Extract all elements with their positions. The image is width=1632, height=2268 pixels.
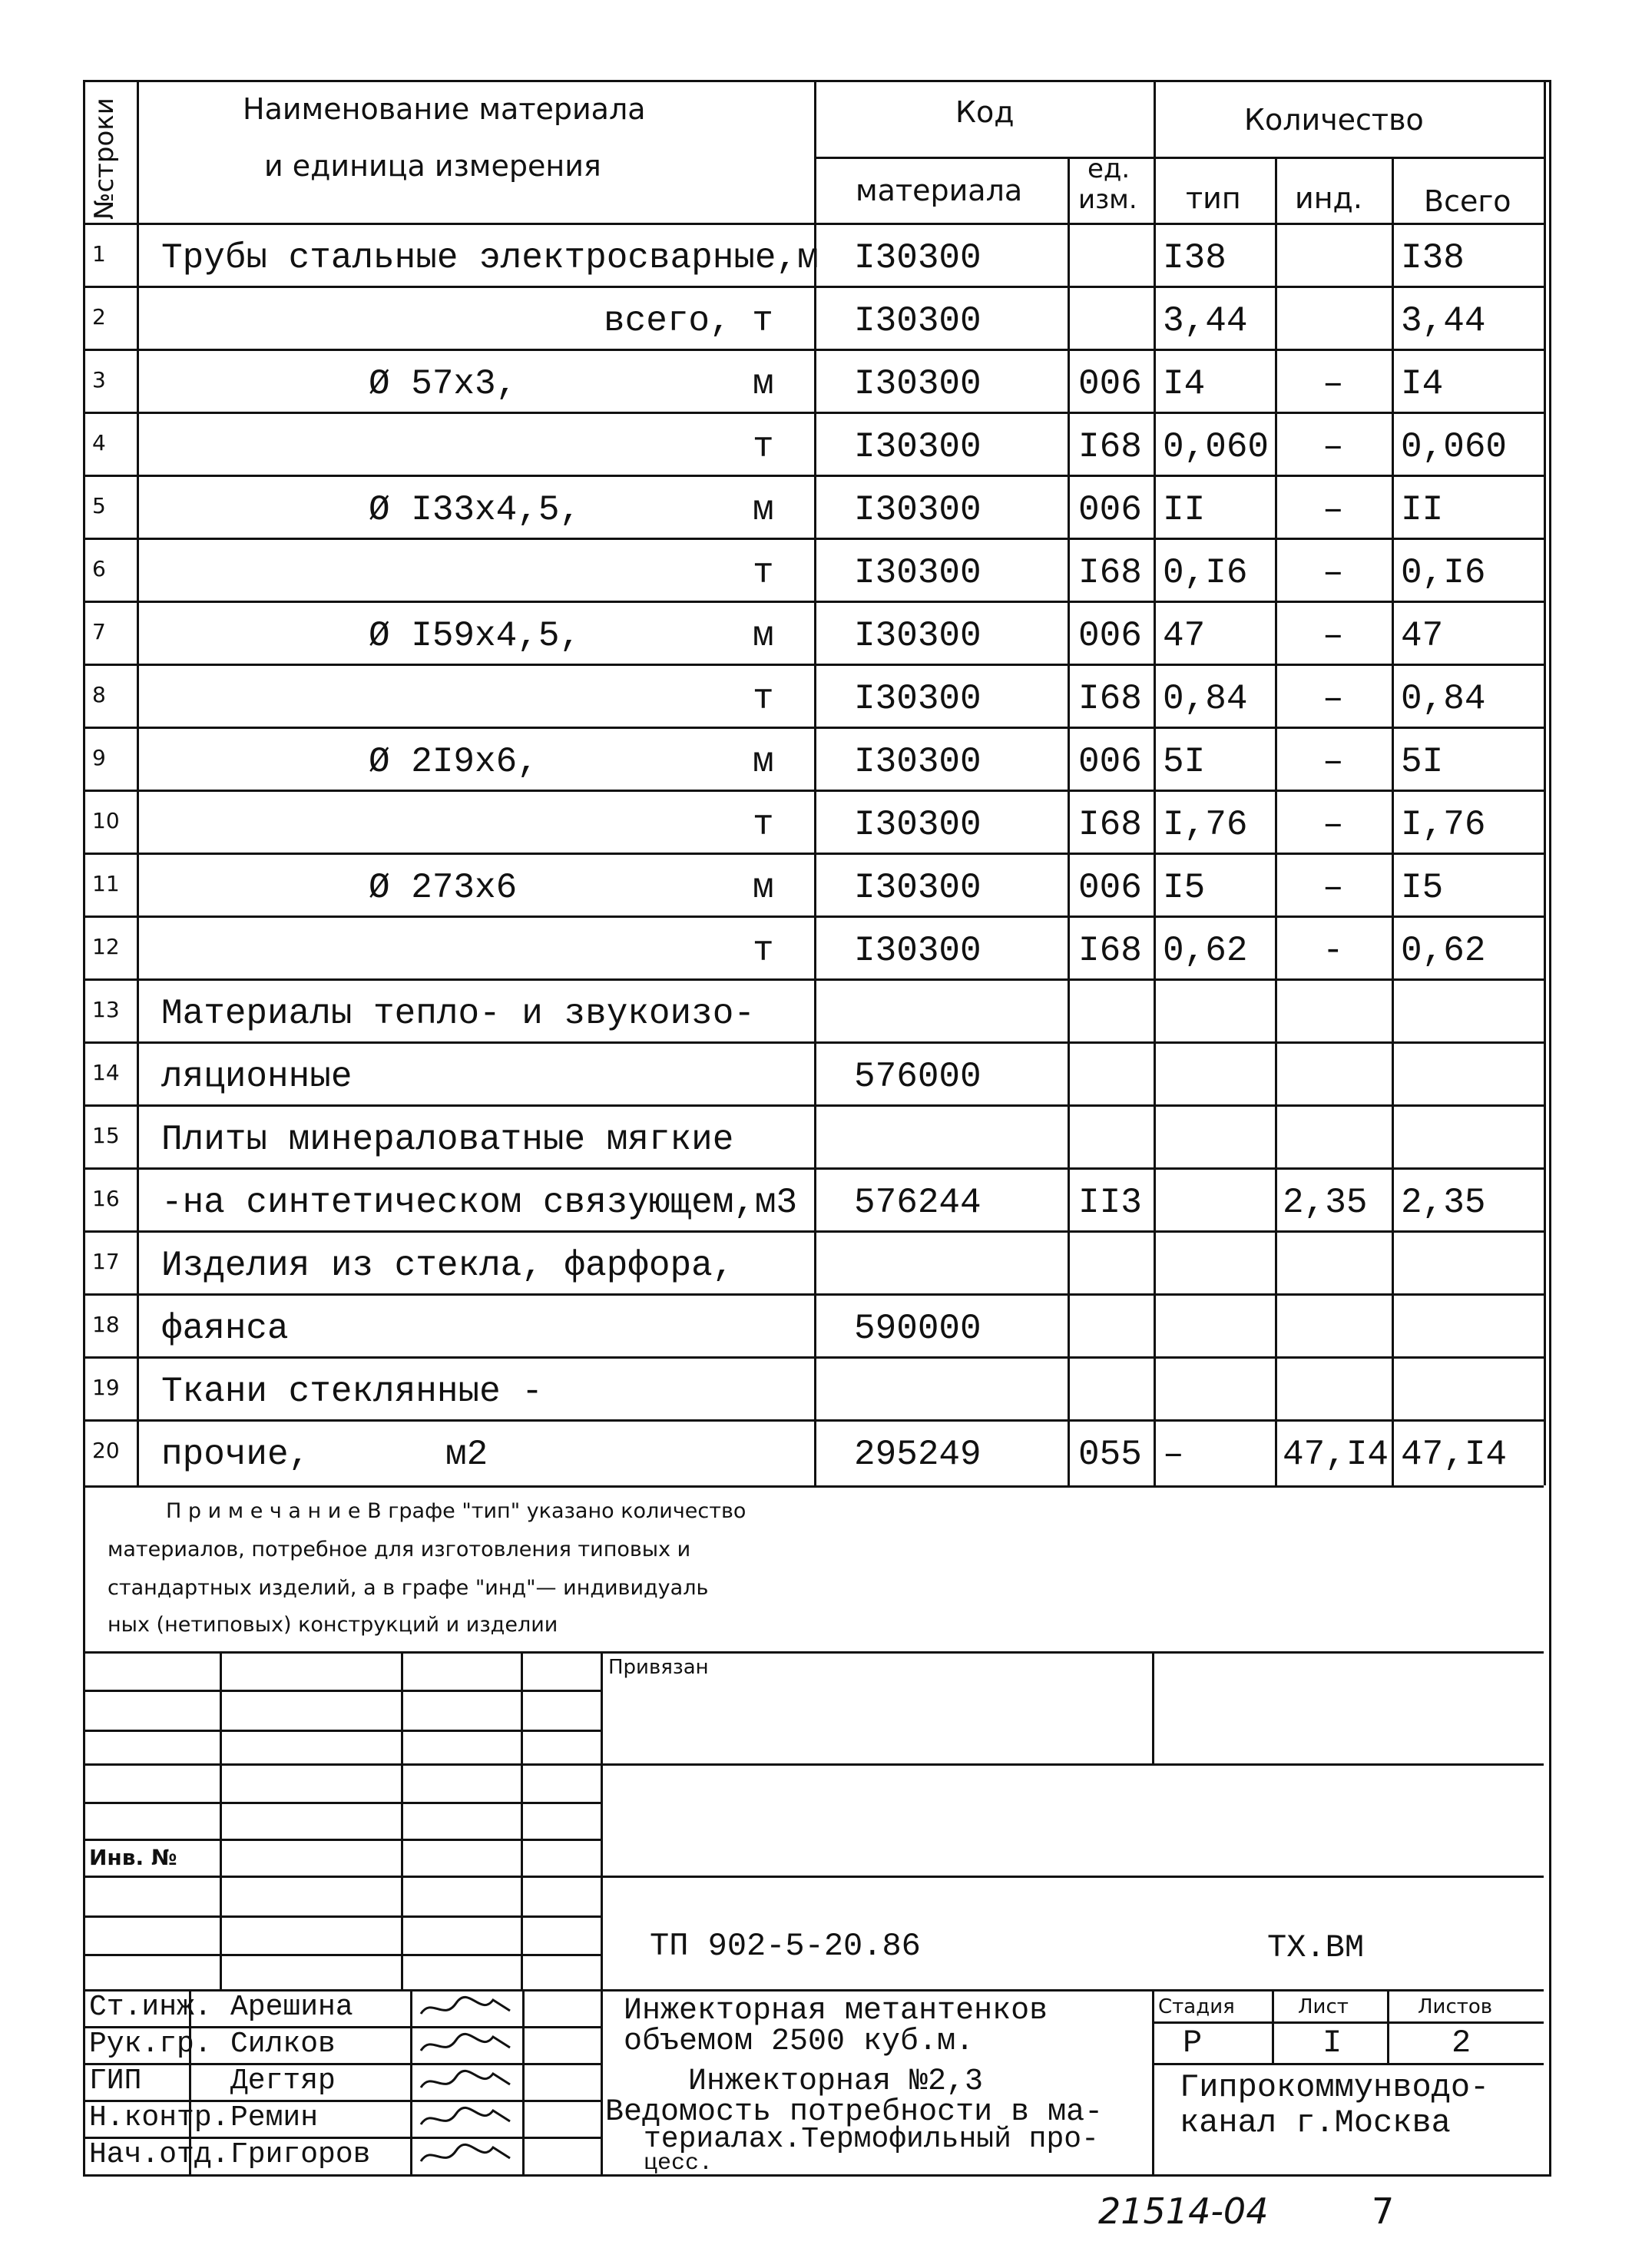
row-unit: I68 [1078, 427, 1142, 467]
row-ind: – [1322, 553, 1344, 593]
row-code: I30300 [854, 742, 982, 782]
title-line-2: объемом 2500 куб.м. [624, 2025, 975, 2059]
header-unit-1: ед. [1087, 154, 1130, 184]
row-total: I38 [1401, 238, 1465, 278]
handwritten-signature [416, 2101, 516, 2139]
row-code: I30300 [854, 805, 982, 845]
bound-label: Привязан [608, 1656, 709, 1679]
title-line-6: цесс. [644, 2150, 713, 2177]
row-name: Ø I33x4,5, [369, 490, 581, 530]
row-line [83, 664, 1544, 666]
tb-row-4 [83, 1802, 601, 1804]
row-line [83, 1230, 1544, 1233]
row-code: I30300 [854, 490, 982, 530]
row-ind: – [1322, 679, 1344, 719]
row-ind: – [1322, 805, 1344, 845]
row-number: 5 [92, 493, 106, 518]
row-code: I30300 [854, 553, 982, 593]
tb-row-5 [83, 1839, 601, 1841]
signature-name: Дегтяр [230, 2064, 336, 2097]
row-uom: м [753, 868, 774, 908]
header-typ: тип [1186, 181, 1241, 215]
row-total: 3,44 [1401, 301, 1486, 341]
header-ind: инд. [1295, 181, 1362, 215]
page-number: 7 [1372, 2190, 1395, 2232]
note-line-3: стандартных изделий, а в графе "инд"— индивидуаль [108, 1576, 709, 1600]
stage-row-2 [1152, 2063, 1544, 2065]
row-line [83, 538, 1544, 540]
row-typ: 0,84 [1163, 679, 1248, 719]
row-number: 20 [92, 1438, 120, 1463]
archive-number: 21514-04 [1098, 2190, 1269, 2232]
row-number: 11 [92, 871, 120, 896]
row-ind: - [1322, 931, 1344, 971]
row-total: 0,62 [1401, 931, 1486, 971]
row-typ: 0,62 [1163, 931, 1248, 971]
sheet-value: I [1322, 2025, 1342, 2061]
row-line [83, 790, 1544, 792]
handwritten-signature [416, 2064, 516, 2102]
row-line [83, 1356, 1544, 1359]
row-line [83, 853, 1544, 855]
org-line-1: Гипрокоммунводо- [1180, 2069, 1490, 2106]
col-line-qty [1154, 80, 1156, 1485]
row-code: I30300 [854, 427, 982, 467]
col-line-ind [1392, 157, 1394, 1485]
row-code: I30300 [854, 364, 982, 404]
row-unit: 006 [1078, 742, 1142, 782]
header-bottom-line [83, 223, 1544, 225]
tb-row-6 [83, 1876, 1544, 1878]
row-unit: 055 [1078, 1435, 1142, 1475]
tb-row-8 [83, 1954, 601, 1956]
title-line-1: Инжекторная метантенков [624, 1994, 1048, 2028]
row-name: всего, т [604, 301, 773, 341]
row-number: 17 [92, 1249, 120, 1274]
row-number: 16 [92, 1186, 120, 1211]
row-total: 0,I6 [1401, 553, 1486, 593]
row-ind: – [1322, 868, 1344, 908]
row-name: ляционные [161, 1057, 353, 1097]
tb-row-2 [83, 1730, 601, 1732]
handwritten-signature [416, 1991, 516, 2028]
row-line [83, 978, 1544, 981]
signature-role: ГИП [89, 2064, 142, 2097]
row-code: I30300 [854, 931, 982, 971]
header-mid-line [814, 157, 1544, 159]
row-line [83, 349, 1544, 351]
row-uom: м [753, 742, 774, 782]
row-total: I,76 [1401, 805, 1486, 845]
row-number: 3 [92, 367, 106, 392]
row-number: 12 [92, 934, 120, 959]
title-line-5: териалах.Термофильный про- [644, 2123, 1099, 2156]
tb-col-5 [1152, 1651, 1154, 1763]
title-line-4: Ведомость потребности в ма- [605, 2095, 1104, 2130]
row-unit: I68 [1078, 805, 1142, 845]
tb-col-2 [401, 1651, 403, 1989]
row-name: Изделия из стекла, фарфора, [161, 1246, 734, 1286]
note-line-4: ных (нетиповых) конструкций и изделии [108, 1613, 558, 1637]
row-typ: 47 [1163, 616, 1206, 656]
row-name: Плиты минераловатные мягкие [161, 1120, 734, 1160]
row-typ: 3,44 [1163, 301, 1248, 341]
row-ind: – [1322, 616, 1344, 656]
signature-role: Н.контр. [89, 2101, 230, 2134]
row-number: 15 [92, 1123, 120, 1148]
row-uom: т [753, 805, 774, 845]
signature-name: Силков [230, 2028, 336, 2061]
col-line-code [814, 80, 816, 1485]
row-typ: 0,I6 [1163, 553, 1248, 593]
row-code: I30300 [854, 238, 982, 278]
row-line [83, 1419, 1544, 1422]
header-name-line2: и единица измерения [264, 149, 601, 183]
row-total: 0,84 [1401, 679, 1486, 719]
row-total: I4 [1401, 364, 1444, 404]
row-typ: 5I [1163, 742, 1206, 782]
tb-col-4 [601, 1651, 603, 2177]
row-ind: – [1322, 742, 1344, 782]
row-typ: I,76 [1163, 805, 1248, 845]
row-number: 6 [92, 556, 106, 581]
row-uom: м2 [445, 1435, 488, 1475]
stage-row-1 [1152, 2021, 1544, 2024]
header-quantity: Количество [1244, 103, 1424, 137]
header-name-line1: Наименование материала [243, 92, 646, 126]
header-code: Код [955, 95, 1015, 129]
row-line [83, 1293, 1544, 1296]
stage-col-3 [1387, 1989, 1389, 2063]
doc-mark: ТХ.ВМ [1267, 1929, 1365, 1966]
row-unit: I68 [1078, 553, 1142, 593]
row-typ: – [1163, 1435, 1184, 1475]
sig-col-3 [522, 1989, 525, 2177]
col-line-unit [1068, 157, 1070, 1485]
row-uom: м [753, 490, 774, 530]
row-typ: I4 [1163, 364, 1206, 404]
org-line-2: канал г.Москва [1180, 2104, 1451, 2141]
row-uom: т [753, 427, 774, 467]
row-ind: – [1322, 427, 1344, 467]
row-line [83, 1104, 1544, 1107]
row-line [83, 1041, 1544, 1044]
row-total: I5 [1401, 868, 1444, 908]
row-name: Ø 57x3, [369, 364, 518, 404]
row-name: Ø 2I9x6, [369, 742, 538, 782]
row-name: Ø 273x6 [369, 868, 518, 908]
row-unit: 006 [1078, 868, 1142, 908]
row-number: 9 [92, 745, 106, 770]
tb-row-7 [83, 1915, 601, 1918]
row-number: 1 [92, 241, 106, 267]
row-line [83, 286, 1544, 288]
signature-role: Рук.гр. [89, 2028, 212, 2061]
row-total: 47 [1401, 616, 1444, 656]
tb-row-1 [83, 1690, 601, 1692]
row-ind: 2,35 [1283, 1183, 1368, 1223]
row-ind: 47,I4 [1283, 1435, 1389, 1475]
row-number: 2 [92, 304, 106, 329]
inv-label: Инв. № [89, 1845, 177, 1870]
row-typ: 0,060 [1163, 427, 1270, 467]
stage-col-2 [1272, 1989, 1274, 2063]
title-line-3: Инжекторная №2,3 [688, 2064, 984, 2099]
note-line-2: материалов, потребное для изготовления типовых и [108, 1538, 691, 1561]
tb-row-3 [83, 1763, 1544, 1766]
row-line [83, 1167, 1544, 1170]
row-line [83, 601, 1544, 603]
sig-col-2 [410, 1989, 412, 2177]
row-name: фаянса [161, 1309, 289, 1349]
signature-row-line [83, 2063, 601, 2065]
header-unit-2: изм. [1078, 184, 1137, 215]
row-unit: 006 [1078, 364, 1142, 404]
row-number: 4 [92, 430, 106, 455]
row-code: I30300 [854, 616, 982, 656]
row-typ: I5 [1163, 868, 1206, 908]
signature-role: Нач.отд. [89, 2138, 230, 2171]
row-number: 10 [92, 808, 120, 833]
signature-name: Григоров [230, 2138, 371, 2171]
row-uom: т [753, 679, 774, 719]
row-number: 8 [92, 682, 106, 707]
signature-name: Ремин [230, 2101, 319, 2134]
header-row-number: №строки [89, 98, 120, 220]
row-uom: м [753, 364, 774, 404]
row-code: I30300 [854, 301, 982, 341]
row-name: Материалы тепло- и звукоизо- [161, 994, 755, 1034]
row-line [83, 412, 1544, 414]
row-number: 18 [92, 1312, 120, 1337]
row-total: 0,060 [1401, 427, 1508, 467]
row-ind: – [1322, 490, 1344, 530]
stage-value: Р [1183, 2025, 1203, 2061]
row-number: 13 [92, 997, 120, 1022]
row-unit: 006 [1078, 616, 1142, 656]
note-top-line [83, 1485, 1544, 1488]
row-name: -на синтетическом связующем,м3 [161, 1183, 798, 1223]
col-line-typ [1275, 157, 1277, 1485]
row-unit: 006 [1078, 490, 1142, 530]
row-number: 19 [92, 1375, 120, 1400]
row-number: 14 [92, 1060, 120, 1085]
row-number: 7 [92, 619, 106, 644]
row-uom: т [753, 553, 774, 593]
signature-name: Арешина [230, 1991, 353, 2024]
row-typ: I38 [1163, 238, 1226, 278]
row-total: 47,I4 [1401, 1435, 1508, 1475]
header-total: Всего [1424, 184, 1511, 218]
row-uom: т [753, 931, 774, 971]
signature-role: Ст.инж. [89, 1991, 212, 2024]
row-code: 576244 [854, 1183, 982, 1223]
row-code: 576000 [854, 1057, 982, 1097]
sheet-label: Лист [1298, 1995, 1349, 2018]
col-line-rownum [137, 80, 139, 1485]
tb-col-1 [220, 1651, 222, 1989]
note-line-1: П р и м е ч а н и е В графе "тип" указано количество [166, 1499, 746, 1523]
stage-col-left [1152, 1989, 1154, 2177]
title-block-top [83, 1651, 1544, 1654]
row-name: Трубы стальные электросварные,м [161, 238, 819, 278]
row-uom: м [753, 616, 774, 656]
col-line-right [1544, 80, 1546, 1485]
row-name: Ткани стеклянные - [161, 1372, 543, 1412]
handwritten-signature [416, 2138, 516, 2176]
stage-label: Стадия [1158, 1995, 1235, 2018]
sheets-value: 2 [1452, 2025, 1471, 2061]
row-name: Ø I59x4,5, [369, 616, 581, 656]
header-material-code: материала [856, 174, 1023, 207]
row-unit: II3 [1078, 1183, 1142, 1223]
row-code: 590000 [854, 1309, 982, 1349]
row-total: 5I [1401, 742, 1444, 782]
row-code: 295249 [854, 1435, 982, 1475]
row-ind: – [1322, 364, 1344, 404]
row-code: I30300 [854, 868, 982, 908]
row-total: 2,35 [1401, 1183, 1486, 1223]
row-code: I30300 [854, 679, 982, 719]
doc-number: ТП 902-5-20.86 [650, 1928, 921, 1965]
row-unit: I68 [1078, 679, 1142, 719]
row-line [83, 915, 1544, 918]
row-line [83, 727, 1544, 729]
row-typ: II [1163, 490, 1206, 530]
row-name: прочие, [161, 1435, 310, 1475]
row-total: II [1401, 490, 1444, 530]
row-unit: I68 [1078, 931, 1142, 971]
sheets-label: Листов [1418, 1995, 1493, 2018]
row-line [83, 475, 1544, 477]
handwritten-signature [416, 2028, 516, 2065]
tb-col-3 [521, 1651, 523, 1989]
